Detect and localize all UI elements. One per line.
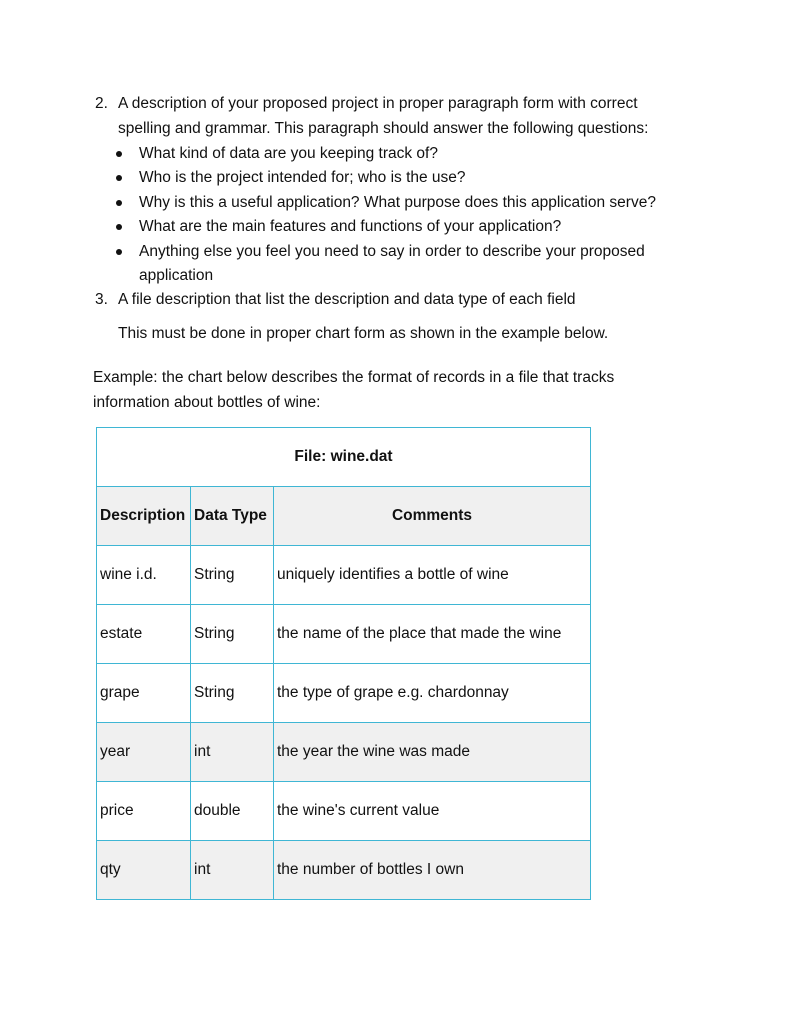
table-cell: the name of the place that made the wine <box>274 605 591 664</box>
item-number: 3. <box>95 291 108 308</box>
table-row <box>97 782 591 841</box>
bullet-item: What are the main features and functions of your application? <box>112 215 732 240</box>
item-text <box>118 92 718 141</box>
file-description-table <box>96 427 591 900</box>
example-line-2: information about bottles of wine: <box>93 393 321 411</box>
bullet-icon <box>116 151 122 157</box>
column-header: Comments <box>274 487 591 546</box>
bullet-item: What kind of data are you keeping track of? <box>112 142 732 167</box>
table-cell: estate <box>97 605 191 664</box>
bullet-item: Anything else you feel you need to say in order to describe your proposed application <box>112 240 699 289</box>
item-line-1: A description of your proposed project in proper paragraph form with correct <box>118 95 638 112</box>
table-title-row <box>97 428 591 487</box>
table-cell: price <box>97 782 191 841</box>
bullet-item: Who is the project intended for; who is the use? <box>112 166 732 191</box>
table-cell: String <box>191 605 274 664</box>
table-cell: year <box>97 723 191 782</box>
item-text: A file description that list the description and data type of each field <box>118 291 576 308</box>
table-cell: int <box>191 723 274 782</box>
item-line-2: spelling and grammar. This paragraph should answer the following questions: <box>118 119 649 137</box>
bullet-icon <box>116 200 122 206</box>
table-cell: the type of grape e.g. chardonnay <box>274 664 591 723</box>
table-title: File: wine.dat <box>97 428 591 487</box>
table-cell: qty <box>97 841 191 900</box>
table-cell: int <box>191 841 274 900</box>
bullet-icon <box>116 175 122 181</box>
question-bullet-list <box>112 142 732 290</box>
table-row <box>97 664 591 723</box>
table-cell: String <box>191 546 274 605</box>
table-row <box>97 605 591 664</box>
table-cell: uniquely identifies a bottle of wine <box>274 546 591 605</box>
table-cell: double <box>191 782 274 841</box>
column-header: Description <box>97 487 191 546</box>
table-row <box>97 546 591 605</box>
table-cell: the wine's current value <box>274 782 591 841</box>
item-number: 2. <box>95 95 108 112</box>
table-header-row <box>97 487 591 546</box>
bullet-icon <box>116 224 122 230</box>
table-row <box>97 841 591 900</box>
chart-form-note: This must be done in proper chart form as shown in the example below. <box>118 325 609 342</box>
table-cell: the year the wine was made <box>274 723 591 782</box>
bullet-icon <box>116 249 122 255</box>
table-row <box>97 723 591 782</box>
table-cell: String <box>191 664 274 723</box>
table-cell: the number of bottles I own <box>274 841 591 900</box>
table-cell: grape <box>97 664 191 723</box>
column-header: Data Type <box>191 487 274 546</box>
bullet-item: Why is this a useful application? What purpose does this application serve? <box>112 191 732 216</box>
example-paragraph <box>93 366 614 415</box>
example-line-1: Example: the chart below describes the format of records in a file that tracks <box>93 369 615 386</box>
table-cell: wine i.d. <box>97 546 191 605</box>
